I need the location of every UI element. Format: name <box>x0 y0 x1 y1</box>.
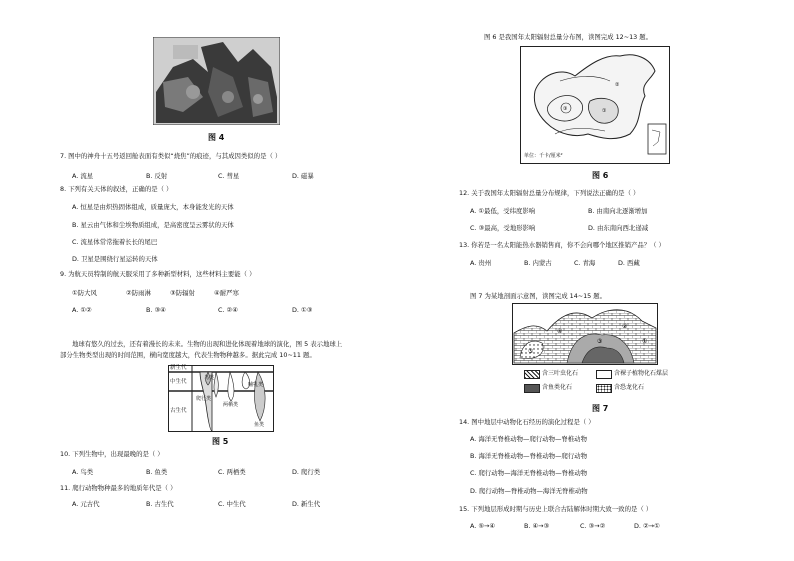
q13-option-d: D. 西藏 <box>618 259 640 267</box>
legend-label-trilobite: 含三叶虫化石 <box>542 370 579 377</box>
question-12-stem: 12. 关于我国年太阳辐射总量分布规律，下列说法正确的是（ ） <box>459 189 640 197</box>
q13-option-a: A. 贵州 <box>470 259 492 267</box>
figure5-label-reptiles: 爬行类 <box>196 396 212 402</box>
q9-option-d: D. ①③ <box>292 306 313 314</box>
svg-text:⑤: ⑤ <box>528 348 534 355</box>
intro-10-11-line2: 部分生物类型出现的时间范围，横向宽度越大，代表生物物种越多。据此完成 10~11 题。 <box>60 351 316 359</box>
question-9-stem: 9. 为航天员特制的航天服采用了多种新型材料，这些材料主要能（ ） <box>60 270 256 278</box>
question-8-stem: 8. 下列有关天体的叙述，正确的是（ ） <box>60 185 173 193</box>
q7-option-c: C. 彗星 <box>218 172 240 180</box>
q12-option-a: A. ①最低，受纬度影响 <box>470 207 536 215</box>
legend-swatch-fish <box>524 384 540 393</box>
figure5-label-mammals: 哺乳类 <box>248 382 264 388</box>
q15-option-d: D. ②→① <box>634 522 660 530</box>
legend-label-dinosaur: 含恐龙化石 <box>614 384 645 391</box>
question-14-stem: 14. 图中地层中动物化石经历的演化过程是（ ） <box>459 418 595 426</box>
q14-option-c: C. 爬行动物—海洋无脊椎动物—脊椎动物 <box>470 469 588 477</box>
q7-option-d: D. 磁暴 <box>292 172 314 180</box>
figure5-era-paleozoic: 古生代 <box>170 408 187 414</box>
legend-swatch-trilobite <box>524 370 540 379</box>
figure7-caption: 图 7 <box>592 404 609 413</box>
q12-option-b: B. 由南向北逐渐增加 <box>588 207 648 215</box>
figure4-photo <box>153 37 280 125</box>
q9-option-a: A. ①② <box>72 306 92 314</box>
legend-label-fish: 含鱼类化石 <box>542 384 573 391</box>
q13-option-b: B. 内蒙古 <box>524 259 552 267</box>
figure5-caption: 图 5 <box>212 437 229 446</box>
q13-option-c: C. 青海 <box>574 259 596 267</box>
q11-option-c: C. 中生代 <box>218 500 246 508</box>
question-15-stem: 15. 下列地层形成时期与历史上联合古陆解体时期大致一致的是（ ） <box>459 505 653 513</box>
legend-swatch-gymnosperm-coal <box>596 370 612 379</box>
legend-label-gymnosperm-coal: 含裸子植物化石煤层 <box>614 370 669 377</box>
figure7-cross-section <box>512 303 658 365</box>
q10-option-c: C. 两栖类 <box>218 468 246 476</box>
q9-option-c: C. ②④ <box>218 306 238 314</box>
q14-option-a: A. 海洋无脊椎动物—爬行动物—脊椎动物 <box>470 435 587 443</box>
q10-option-b: B. 鱼类 <box>146 468 168 476</box>
q9-item-1: ①防大风 <box>72 289 97 297</box>
q11-option-d: D. 新生代 <box>292 500 321 508</box>
figure5-label-birds: 鸟类 <box>204 375 215 381</box>
q8-option-d: D. 卫星是围绕行星运转的天体 <box>72 255 158 263</box>
question-10-stem: 10. 下列生物中，出现最晚的是（ ） <box>60 450 164 458</box>
question-11-stem: 11. 爬行动物物种最多的地质年代是（ ） <box>60 484 177 492</box>
figure5-era-cenozoic: 新生代 <box>170 365 187 371</box>
q10-option-a: A. 鸟类 <box>72 468 94 476</box>
figure6-unit-legend: 单位：千卡/厘米² <box>524 153 563 159</box>
q7-option-b: B. 反射 <box>146 172 168 180</box>
q14-option-b: B. 海洋无脊椎动物—脊椎动物—爬行动物 <box>470 452 588 460</box>
q15-option-c: C. ③→② <box>580 522 606 530</box>
svg-text:②: ② <box>622 323 628 330</box>
figure6-map <box>520 46 670 164</box>
svg-text:③: ③ <box>563 106 568 112</box>
svg-text:③: ③ <box>597 338 603 345</box>
svg-text:①: ① <box>602 108 607 114</box>
q7-option-a: A. 流星 <box>72 172 94 180</box>
q9-option-b: B. ③④ <box>146 306 166 314</box>
figure4-caption: 图 4 <box>208 133 225 142</box>
q8-option-a: A. 恒星是由炽热固体组成，质量庞大，本身能发光的天体 <box>72 203 234 211</box>
svg-text:②: ② <box>615 82 620 88</box>
figure6-caption: 图 6 <box>592 171 609 180</box>
figure5-diagram <box>168 365 274 432</box>
q15-option-b: B. ④→③ <box>524 522 550 530</box>
svg-text:①: ① <box>642 338 648 345</box>
figure5-era-mesozoic: 中生代 <box>170 379 187 385</box>
svg-text:④: ④ <box>557 328 563 335</box>
q11-option-b: B. 古生代 <box>146 500 174 508</box>
figure7-legend <box>524 370 669 396</box>
question-13-stem: 13. 你若是一名太阳能热水器销售商，你不会向哪个地区推销产品？（ ） <box>459 241 665 249</box>
q9-item-2: ②防雨淋 <box>126 289 151 297</box>
intro-14-15: 图 7 为某地剖面示意图，读图完成 14~15 题。 <box>470 292 607 300</box>
q9-item-4: ④耐严寒 <box>214 289 239 297</box>
legend-swatch-dinosaur <box>596 384 612 393</box>
q12-option-c: C. ③最高，受地形影响 <box>470 224 536 232</box>
figure5-label-fish: 鱼类 <box>254 422 265 428</box>
figure5-label-amphibians: 两栖类 <box>223 402 239 408</box>
intro-10-11-line1: 地球有悠久的过去，还有着漫长的未来。生物的出现和进化体现着地球的演化，图 5 表示地球上 <box>72 340 343 348</box>
q14-option-d: D. 爬行动物—脊椎动物—海洋无脊椎动物 <box>470 487 588 495</box>
q15-option-a: A. ⑤→④ <box>470 522 496 530</box>
q10-option-d: D. 爬行类 <box>292 468 321 476</box>
q8-option-c: C. 流星体常常拖着长长的尾巴 <box>72 238 158 246</box>
q8-option-b: B. 星云由气体和尘埃物质组成，是高密度呈云雾状的天体 <box>72 221 234 229</box>
intro-12-13: 图 6 是我国年太阳辐射总量分布图，读图完成 12~13 题。 <box>484 33 653 41</box>
q11-option-a: A. 元古代 <box>72 500 100 508</box>
q12-option-d: D. 由东南向西北递减 <box>588 224 649 232</box>
q9-item-3: ③防辐射 <box>170 289 195 297</box>
question-7-stem: 7. 图中的神舟十五号返回舱表面有类似“烧焦”的痕迹，与其成因类似的是（ ） <box>60 152 282 160</box>
